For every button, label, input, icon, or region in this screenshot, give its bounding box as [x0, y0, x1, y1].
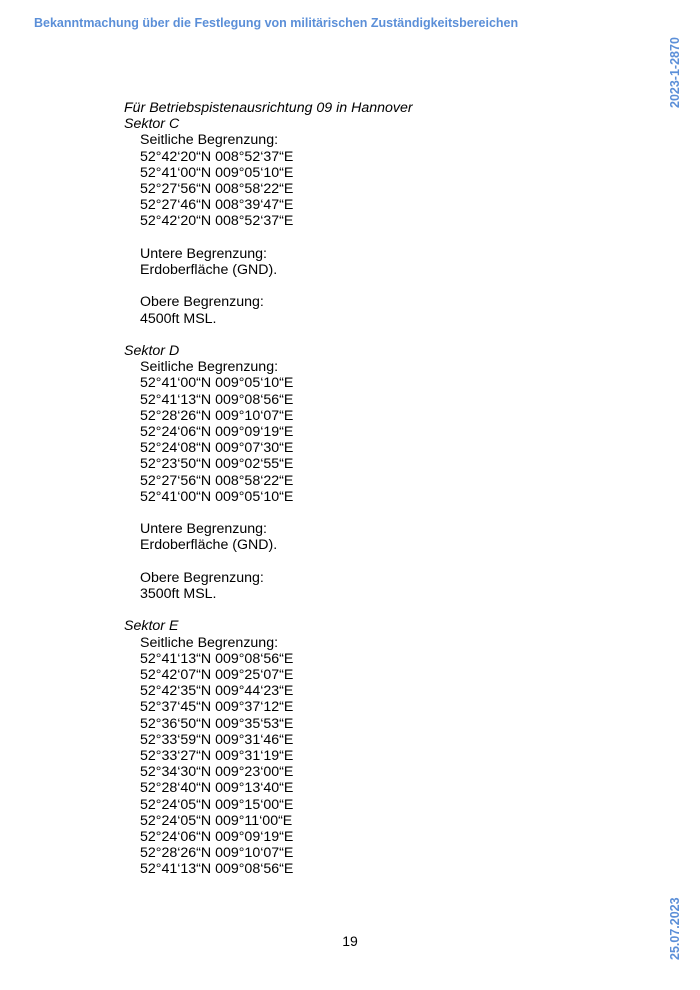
- coord-line: 52°36‘50“N 009°35‘53“E: [140, 715, 294, 732]
- document-header: Bekanntmachung über die Festlegung von militärischen Zuständigkeitsbereichen: [34, 16, 519, 30]
- coord-line: 52°37‘45“N 009°37‘12“E: [140, 699, 294, 716]
- lower-label: Untere Begrenzung:: [140, 245, 267, 262]
- coord-line: 52°42‘20“N 008°52‘37“E: [140, 148, 294, 165]
- sector-details: [124, 635, 413, 878]
- coord-line: 52°42‘07“N 009°25‘07“E: [140, 667, 294, 684]
- lower-value: Erdoberfläche (GND).: [140, 537, 278, 554]
- coord-line: 52°27‘56“N 008°58‘22“E: [140, 181, 294, 198]
- sector-c: [124, 116, 413, 327]
- side-doc-number: 2023-1-2870: [668, 37, 682, 108]
- sector-d: [124, 343, 413, 602]
- coord-line: 52°27‘56“N 008°58‘22“E: [140, 472, 294, 489]
- coord-line: 52°23‘50“N 009°02‘55“E: [140, 456, 294, 473]
- coord-line: 52°41‘13“N 009°08‘56“E: [140, 650, 294, 667]
- coord-line: 52°27‘46“N 008°39‘47“E: [140, 197, 294, 214]
- sector-title: Sektor C: [124, 116, 180, 133]
- upper-label: Obere Begrenzung:: [140, 569, 264, 586]
- lower-value: Erdoberfläche (GND).: [140, 262, 278, 279]
- upper-label: Obere Begrenzung:: [140, 294, 264, 311]
- lower-label: Untere Begrenzung:: [140, 521, 267, 538]
- coord-line: 52°41‘13“N 009°08‘56“E: [140, 861, 294, 878]
- coord-line: 52°28‘26“N 009°10‘07“E: [140, 407, 294, 424]
- page-number: 19: [342, 933, 358, 949]
- spacer: [140, 230, 413, 246]
- lateral-label: Seitliche Begrenzung:: [140, 634, 279, 651]
- coord-line: 52°33‘59“N 009°31‘46“E: [140, 731, 294, 748]
- coord-line: 52°41‘00“N 009°05‘10“E: [140, 164, 294, 181]
- coord-line: 52°24‘06“N 009°09‘19“E: [140, 829, 294, 846]
- coord-line: 52°41‘00“N 009°05‘10“E: [140, 488, 294, 505]
- coord-line: 52°24‘05“N 009°11‘00“E: [140, 812, 293, 829]
- spacer: [140, 554, 413, 570]
- coord-line: 52°42‘35“N 009°44‘23“E: [140, 683, 294, 700]
- upper-value: 4500ft MSL.: [140, 310, 217, 327]
- runway-intro: Für Betriebspistenausrichtung 09 in Hannover: [124, 100, 413, 116]
- lateral-label: Seitliche Begrenzung:: [140, 359, 279, 376]
- sector-details: [124, 359, 413, 602]
- spacer: [140, 505, 413, 521]
- side-date: 25.07.2023: [668, 897, 682, 960]
- spacer: [124, 327, 413, 343]
- coord-line: 52°28‘26“N 009°10‘07“E: [140, 845, 294, 862]
- lateral-label: Seitliche Begrenzung:: [140, 132, 279, 149]
- sector-title: Sektor E: [124, 618, 179, 635]
- coord-line: 52°42‘20“N 008°52‘37“E: [140, 213, 294, 230]
- spacer: [124, 602, 413, 618]
- coord-line: 52°34‘30“N 009°23‘00“E: [140, 764, 294, 781]
- coord-line: 52°28‘40“N 009°13‘40“E: [140, 780, 294, 797]
- spacer: [140, 278, 413, 294]
- sector-e: [124, 618, 413, 877]
- document-body: [124, 100, 413, 878]
- coord-line: 52°41‘00“N 009°05‘10“E: [140, 375, 294, 392]
- upper-value: 3500ft MSL.: [140, 586, 217, 603]
- coord-line: 52°24‘08“N 009°07‘30“E: [140, 440, 294, 457]
- coord-line: 52°24‘05“N 009°15‘00“E: [140, 796, 294, 813]
- coord-line: 52°24‘06“N 009°09‘19“E: [140, 424, 294, 441]
- coord-line: 52°41‘13“N 009°08‘56“E: [140, 391, 294, 408]
- coord-line: 52°33‘27“N 009°31‘19“E: [140, 748, 294, 765]
- sector-title: Sektor D: [124, 343, 180, 359]
- sector-details: [124, 132, 413, 326]
